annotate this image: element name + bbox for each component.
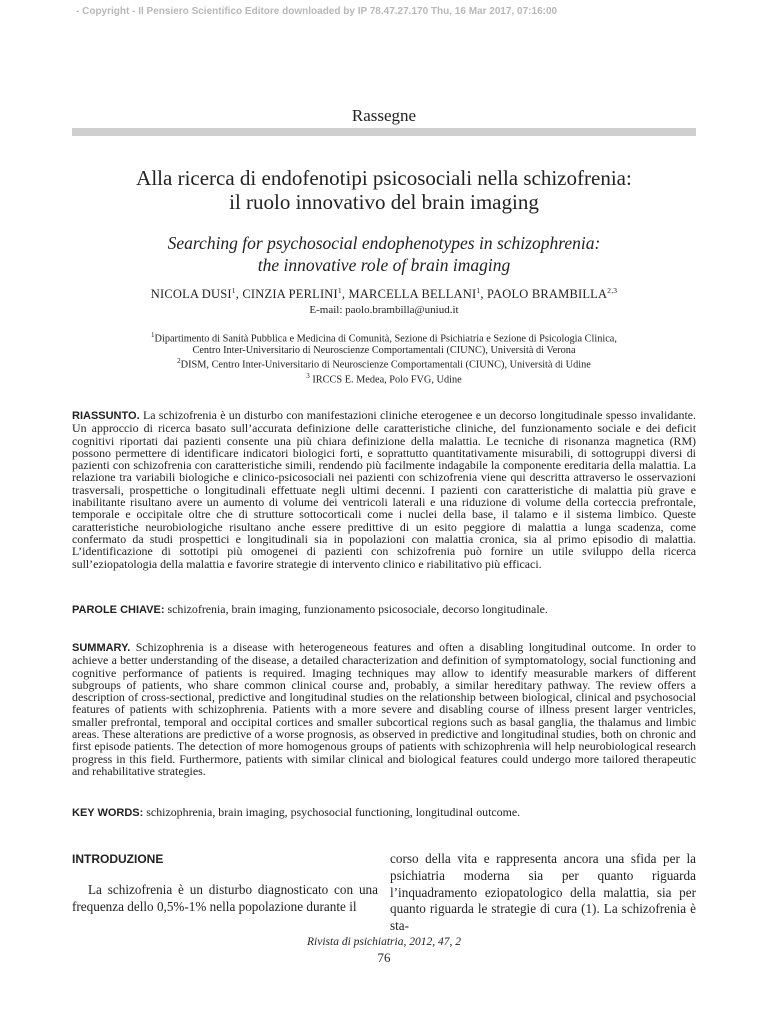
- parole-chiave-paragraph: [72, 603, 696, 616]
- author-name: PAOLO BRAMBILLA: [486, 287, 608, 302]
- parole-chiave-text: schizofrenia, brain imaging, funzionamento psicosociale, decorso longitudinale.: [167, 602, 548, 616]
- section-rule: [72, 128, 696, 136]
- riassunto-text: La schizofrenia è un disturbo con manifestazioni cliniche eterogenee e un decorso longitudinale spesso invalidante. Un approccio di ricerca basato sull’accurata definizione delle caratteristiche cliniche, del funzionamento sociale e dei deficit cognitivi riportati dai pazienti consente una più chiara definizione della malattia. Le tecniche di risonanza magnetica (RM) possono permettere di identificare indicatori biologici forti, e soprattutto quantitativamente misurabili, di sottogruppi diversi di pazienti con schizofrenia con caratteristiche simili, rendendo più facilmente indagabile la componente ereditaria della malattia. La relazione tra variabili biologiche e clinico-psicosociali nei pazienti con schizofrenia viene qui descritta attraverso le osservazioni trasversali, prospettiche o longitudinali effettuate negli ultimi decenni. I pazienti con caratteristiche di malattia più grave e inabilitante risultano avere un aumento di volume dei ventricoli laterali e una riduzione di volume della corteccia prefrontale, temporale e occipitale oltre che di strutture sottocorticali come i nuclei della base, il talamo e il sistema limbico. Queste caratteristiche neurobiologiche risultano anche essere predittive di un esito peggiore di malattia a lunga scadenza, come confermato da studi prospettici e longitudinali sia in popolazioni con malattia cronica, sia al primo episodio di malattia. L’identificazione di sottotipi più omogenei di pazienti con schizofrenia può fornire un utile sviluppo della ricerca sull’eziopatologia della malattia e favorire strategie di intervento clinico e riabilitativo più efficaci.: [72, 408, 696, 571]
- corresponding-email: E-mail: paolo.brambilla@uniud.it: [309, 304, 459, 316]
- key-words-text: schizophrenia, brain imaging, psychosocial functioning, longitudinal outcome.: [146, 805, 521, 819]
- italian-title: [72, 166, 696, 214]
- author-name: MARCELLA BELLANI: [348, 287, 477, 302]
- english-title: [72, 232, 696, 276]
- copyright-notice: - Copyright - Il Pensiero Scientifico Editore downloaded by IP 78.47.27.170 Thu, 16 Mar 2017, 07:16:00: [76, 6, 558, 17]
- affiliation-mark: 1: [151, 331, 155, 339]
- affiliation-mark: 3: [306, 372, 310, 381]
- italian-title-line-1: Alla ricerca di endofenotipi psicosociali nella schizofrenia:: [136, 166, 632, 190]
- author-separator: ,: [235, 287, 243, 302]
- introduzione-left-column: La schizofrenia è un disturbo diagnosticato con una frequenza dello 0,5%-1% nella popolazione durante il: [72, 882, 378, 914]
- author-affiliation-mark: 1: [337, 286, 342, 295]
- author-affiliation-mark: 1: [476, 286, 481, 295]
- author-separator: ,: [341, 287, 349, 302]
- author-separator: ,: [480, 287, 487, 302]
- affiliation-text: Dipartimento di Sanità Pubblica e Medicina di Comunità, Sezione di Psichiatria e Sezione di Psicologia Clinica,: [154, 333, 617, 345]
- parole-chiave-label: PAROLE CHIAVE:: [72, 604, 165, 616]
- affiliation-line: [72, 345, 696, 357]
- key-words-label: KEY WORDS:: [72, 807, 144, 819]
- introduzione-right-column: corso della vita e rappresenta ancora una sfida per la psichiatria moderna sia per quanto riguarda l’inquadramento eziopatologico della malattia, sia per quanto riguarda le strategie di cura (1). La schizofrenia è sta-: [390, 851, 696, 934]
- journal-citation: Rivista di psichiatria, 2012, 47, 2: [307, 936, 461, 948]
- affiliation-text: IRCCS E. Medea, Polo FVG, Udine: [309, 374, 462, 386]
- summary-paragraph: [72, 641, 696, 777]
- author-affiliation-mark: 1: [231, 286, 236, 295]
- affiliations: [72, 330, 696, 386]
- key-words-paragraph: [72, 806, 696, 819]
- author-name: NICOLA DUSI: [150, 287, 232, 302]
- author-list: [72, 286, 696, 302]
- affiliation-line: [72, 371, 696, 386]
- affiliation-text: DISM, Centro Inter-Universitario di Neuroscienze Comportamentali (CIUNC), Università di Udine: [180, 359, 591, 371]
- introduzione-heading: INTRODUZIONE: [72, 852, 164, 866]
- affiliation-line: [72, 330, 696, 345]
- author-affiliation-mark: 2,3: [607, 286, 618, 295]
- section-heading: Rassegne: [351, 106, 417, 125]
- affiliation-line: [72, 356, 696, 371]
- riassunto-label: RIASSUNTO.: [72, 410, 140, 422]
- author-name: CINZIA PERLINI: [242, 287, 338, 302]
- riassunto-paragraph: [72, 409, 696, 570]
- affiliation-mark: 2: [177, 357, 181, 366]
- summary-label: SUMMARY.: [72, 642, 131, 654]
- affiliation-text: Centro Inter-Universitario di Neuroscienze Comportamentali (CIUNC), Università di Verona: [192, 344, 576, 356]
- page-number: 76: [377, 950, 391, 965]
- italian-title-line-2: il ruolo innovativo del brain imaging: [229, 190, 539, 214]
- english-title-line-1: Searching for psychosocial endophenotypes in schizophrenia:: [167, 233, 601, 253]
- english-title-line-2: the innovative role of brain imaging: [257, 255, 511, 275]
- summary-text: Schizophrenia is a disease with heterogeneous features and often a disabling longitudinal outcome. In order to achieve a better understanding of the disease, a detailed characterization and definition of symptomatology, social functioning and cognitive performance of patients is required. Imaging techniques may allow to identify measurable markers of different subgroups of patients, who share common clinical course and, probably, a similar hereditary pathway. The review offers a description of cross-sectional, predictive and longitudinal studies on the relationship between biological, clinical and psychosocial features of patients with schizophrenia. Patients with a more severe and disabling course of illness present larger ventricles, smaller prefrontal, temporal and occipital cortices and smaller subcortical regions such as basal ganglia, the thalamus and limbic areas. These alterations are predictive of a worse prognosis, as observed in predictive and longitudinal studies, both on chronic and first episode patients. The detection of more homogenous groups of patients with schizophrenia will help neurobiological research progress in this field. Furthermore, patients with similar clinical and biological features could undergo more tailored therapeutic and rehabilitative strategies.: [72, 640, 696, 778]
